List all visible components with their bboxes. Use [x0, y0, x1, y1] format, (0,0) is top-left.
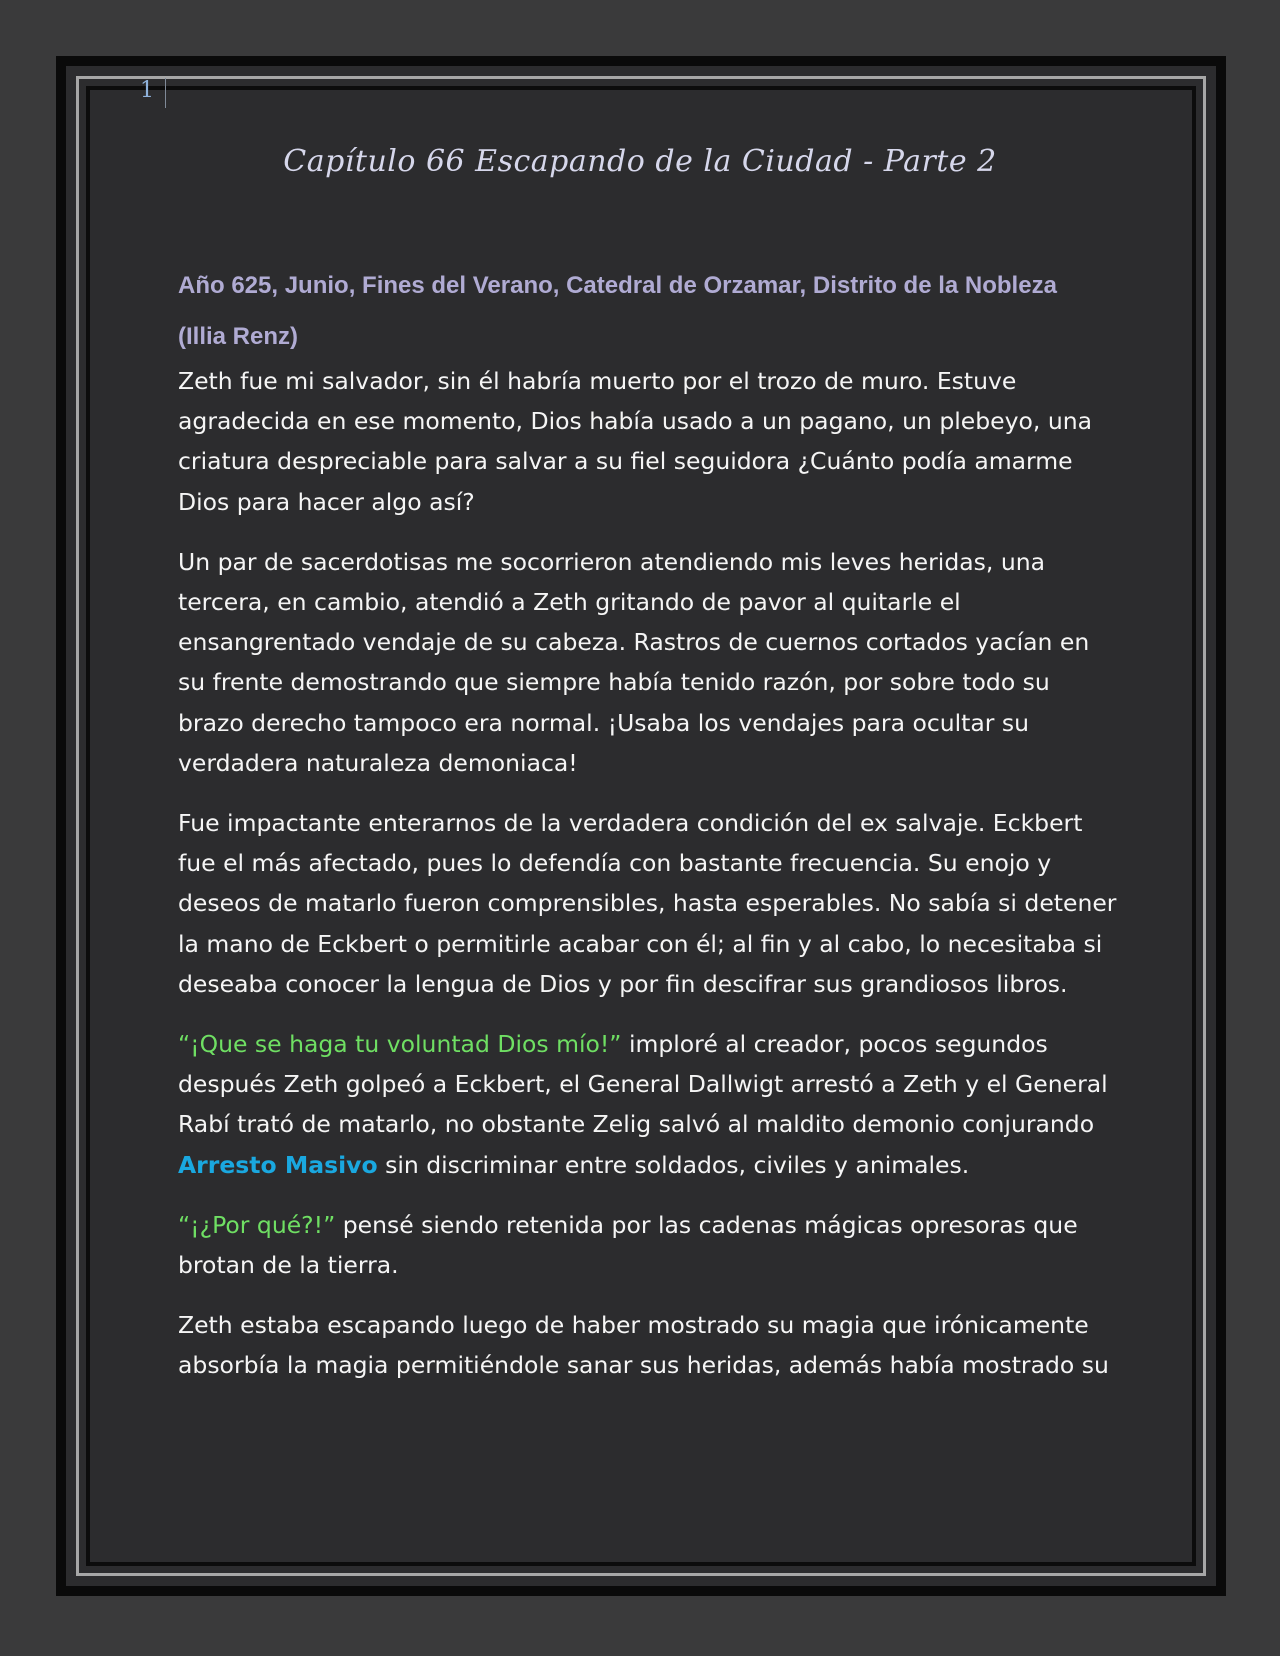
spell-name: Arresto Masivo [178, 1150, 378, 1179]
scene-heading: Año 625, Junio, Fines del Verano, Catedral de Orzamar, Distrito de la Nobleza [178, 272, 1057, 299]
page-number: 1 [140, 78, 154, 103]
paragraph-text: pensé siendo retenida por las cadenas mágicas opresoras que brotan de la tierra. [178, 1210, 1078, 1280]
paragraph-3: Fue impactante enterarnos de la verdadera condición del ex salvaje. Eckbert fue el más afectado, pues lo defendía con bastante frecuencia. Su enojo y deseos de matarlo fueron comprensibles, hasta esperables. No sabía si detener la mano de Eckbert o permitirle acabar con él; al fin y al cabo, lo necesitaba si deseaba conocer la lengua de Dios y por fin descifrar sus grandiosos libros. [178, 809, 1117, 998]
paragraph-2: Un par de sacerdotisas me socorrieron atendiendo mis leves heridas, una tercera, en cambio, atendió a Zeth gritando de pavor al quitarle el ensangrentado vendaje de su cabeza. Rastros de cuernos cortados yacían en su frente demostrando que siempre había tenido razón, por sobre todo su brazo derecho tampoco era normal. ¡Usaba los vendajes para ocultar su verdadera naturaleza demoniaca! [178, 547, 1090, 777]
dialogue-speech: “¡Que se haga tu voluntad Dios mío!” [178, 1030, 622, 1059]
chapter-title: Capítulo 66 Escapando de la Ciudad - Parte 2 [283, 144, 997, 179]
paragraph-4 [178, 1024, 1118, 1185]
paragraph-text: imploré al creador, pocos segundos después Zeth golpeó a Eckbert, el General Dallwigt arrestó a Zeth y el General Rabí trató de matarlo, no obstante Zelig salvó al maldito demonio conjurando [178, 1030, 1108, 1139]
pov-label: (Illia Renz) [178, 323, 299, 350]
text-cursor [165, 78, 166, 108]
paragraph-text: sin discriminar entre soldados, civiles y animales. [377, 1150, 970, 1179]
paragraph-1: Zeth fue mi salvador, sin él habría muerto por el trozo de muro. Estuve agradecida en ese momento, Dios había usado a un pagano, un plebeyo, una criatura despreciable para salvar a su fiel seguidora ¿Cuánto podía amarme Dios para hacer algo así? [178, 367, 1093, 516]
paragraph-6: Zeth estaba escapando luego de haber mostrado su magia que irónicamente absorbía la magia permitiéndole sanar sus heridas, además había mostrado su [178, 1311, 1109, 1380]
document-body [178, 256, 1118, 1406]
dialogue-speech: “¡¿Por qué?!” [178, 1210, 336, 1239]
paragraph-5 [178, 1205, 1118, 1285]
